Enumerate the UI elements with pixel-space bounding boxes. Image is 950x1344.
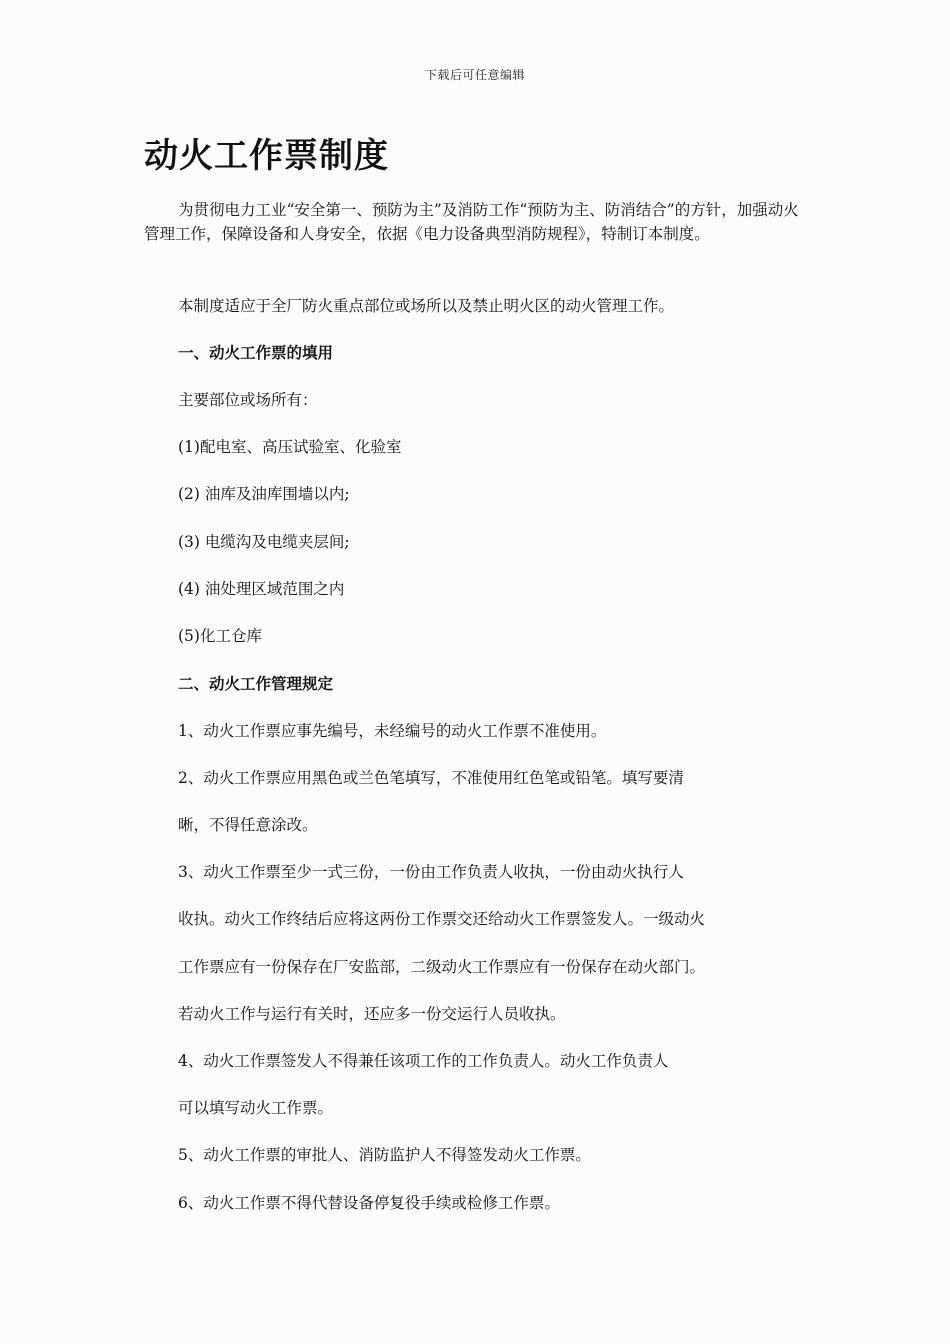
rule-line: 5、动火工作票的审批人、消防监护人不得签发动火工作票。 bbox=[178, 1146, 591, 1164]
list-item: (4) 油处理区域范围之内 bbox=[178, 580, 345, 598]
rule-line: 3、动火工作票至少一式三份，一份由工作负责人收执，一份由动火执行人 bbox=[178, 863, 684, 881]
section2-heading: 二、动火工作管理规定 bbox=[178, 675, 334, 693]
rule-line: 晰，不得任意涂改。 bbox=[178, 816, 318, 834]
intro-paragraph: 为贯彻电力工业“安全第一、预防为主”及消防工作“预防为主、防消结合”的方针，加强动火管理工作，保障设备和人身安全，依据《电力设备典型消防规程》，特制订本制度。 bbox=[144, 201, 799, 243]
header-note: 下载后可任意编辑 bbox=[424, 68, 525, 82]
page-title: 动火工作票制度 bbox=[144, 136, 389, 176]
rule-line: 若动火工作与运行有关时，还应多一份交运行人员收执。 bbox=[178, 1005, 566, 1023]
list-item: (5)化工仓库 bbox=[178, 627, 262, 645]
rule-line: 6、动火工作票不得代替设备停复役手续或检修工作票。 bbox=[178, 1194, 560, 1212]
list-item: (1)配电室、高压试验室、化验室 bbox=[178, 438, 402, 456]
list-item: (2) 油库及油库围墙以内; bbox=[178, 485, 350, 503]
section1-lead: 主要部位或场所有： bbox=[178, 391, 318, 409]
rule-line: 4、动火工作票签发人不得兼任该项工作的工作负责人。动火工作负责人 bbox=[178, 1052, 669, 1070]
scope-paragraph: 本制度适应于全厂防火重点部位或场所以及禁止明火区的动火管理工作。 bbox=[178, 297, 675, 315]
rule-line: 工作票应有一份保存在厂安监部，二级动火工作票应有一份保存在动火部门。 bbox=[178, 958, 706, 976]
rule-line: 2、动火工作票应用黑色或兰色笔填写，不准使用红色笔或铅笔。填写要清 bbox=[178, 769, 684, 787]
section1-heading: 一、动火工作票的填用 bbox=[178, 344, 334, 362]
rule-line: 可以填写动火工作票。 bbox=[178, 1099, 334, 1117]
rule-line: 1、动火工作票应事先编号，未经编号的动火工作票不准使用。 bbox=[178, 722, 607, 740]
list-item: (3) 电缆沟及电缆夹层间; bbox=[178, 533, 350, 551]
rule-line: 收执。动火工作终结后应将这两份工作票交还给动火工作票签发人。一级动火 bbox=[178, 910, 706, 928]
